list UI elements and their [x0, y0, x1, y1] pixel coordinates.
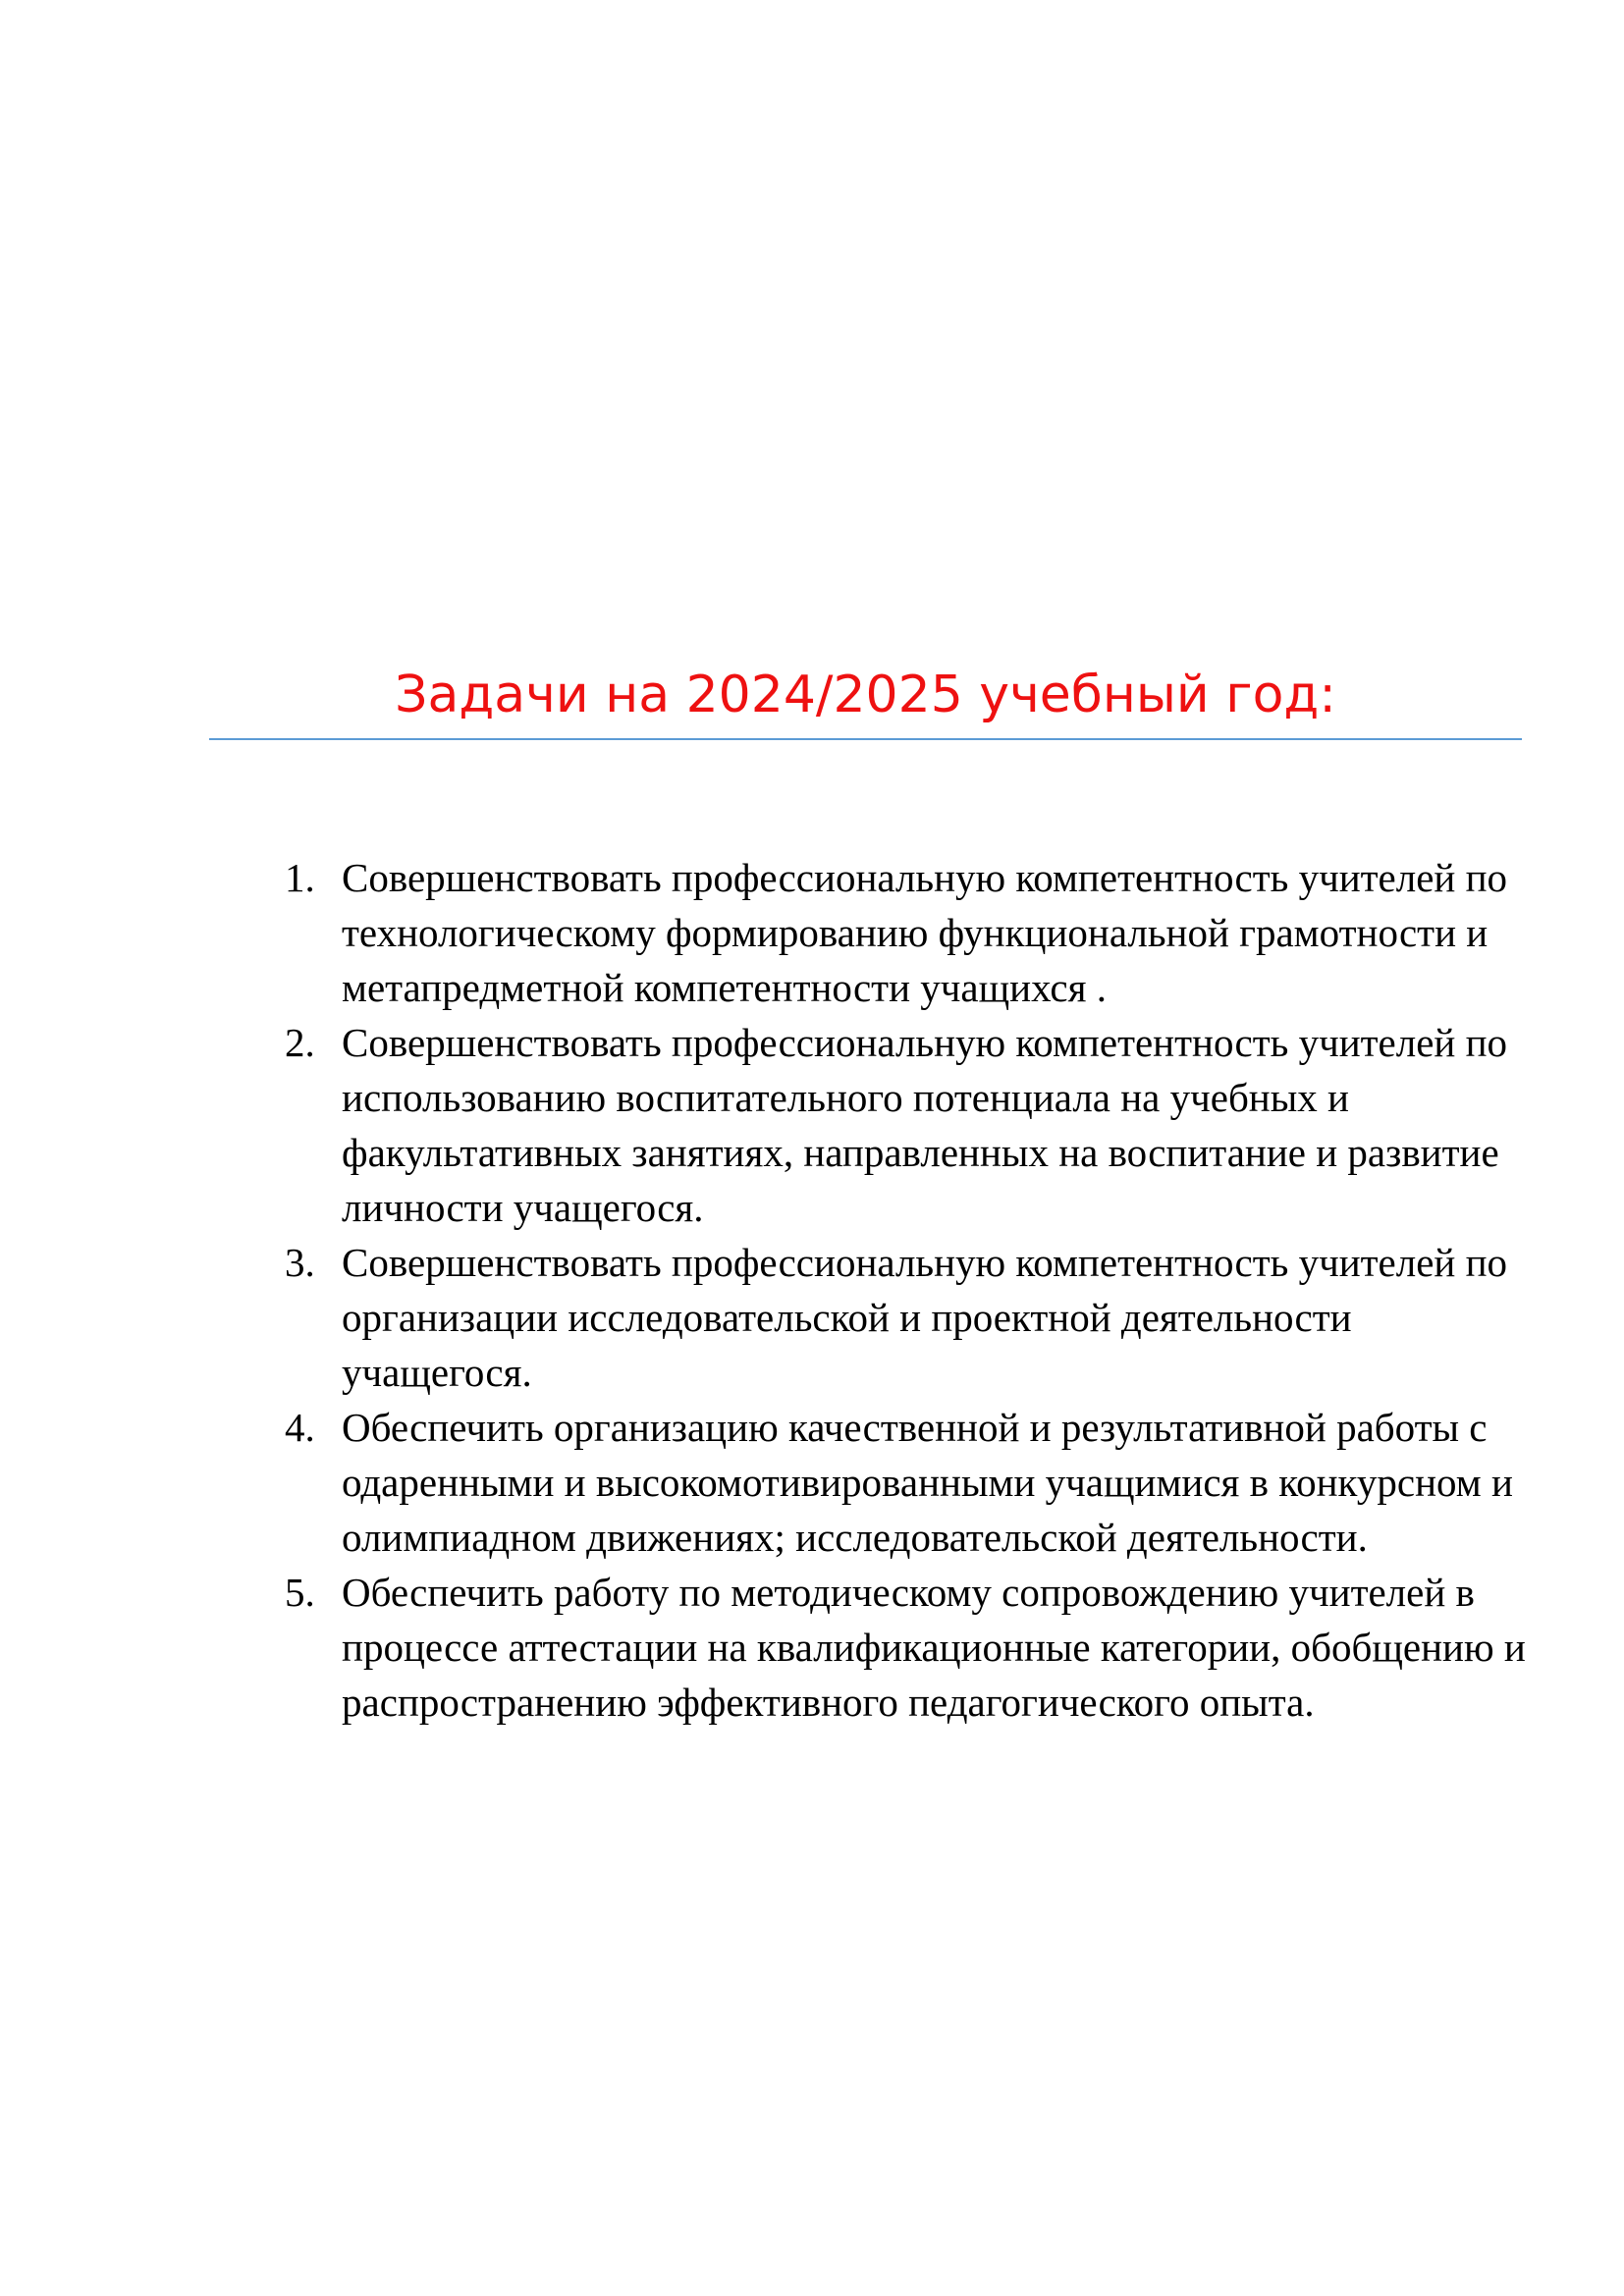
task-text: Совершенствовать профессиональную компетентность учителей по организации исследовательской и проектной деятельности учащегося.: [342, 1240, 1508, 1395]
list-item: [285, 850, 1532, 1015]
task-text: Совершенствовать профессиональную компетентность учителей по технологическому формированию функциональной грамотности и метапредметной компетентности учащихся .: [342, 855, 1508, 1010]
list-item: [285, 1400, 1532, 1565]
task-number: 1.: [285, 855, 315, 900]
task-text: Обеспечить работу по методическому сопровождению учителей в процессе аттестации на квалификационные категории, обобщению и распространению эффективного педагогического опыта.: [342, 1570, 1526, 1725]
page-title: Задачи на 2024/2025 учебный год:: [209, 660, 1522, 740]
task-number: 4.: [285, 1405, 315, 1450]
task-number: 3.: [285, 1240, 315, 1285]
list-item: [285, 1565, 1532, 1730]
list-item: [285, 1015, 1532, 1235]
task-list: [285, 850, 1532, 1730]
task-number: 2.: [285, 1020, 315, 1065]
list-item: [285, 1235, 1532, 1400]
task-number: 5.: [285, 1570, 315, 1615]
heading-block: [209, 660, 1522, 740]
task-text: Совершенствовать профессиональную компетентность учителей по использованию воспитательного потенциала на учебных и факультативных занятиях, направленных на воспитание и развитие личности учащегося.: [342, 1020, 1508, 1230]
task-text: Обеспечить организацию качественной и результативной работы с одаренными и высокомотивированными учащимися в конкурсном и олимпиадном движениях; исследовательской деятельности.: [342, 1405, 1513, 1560]
